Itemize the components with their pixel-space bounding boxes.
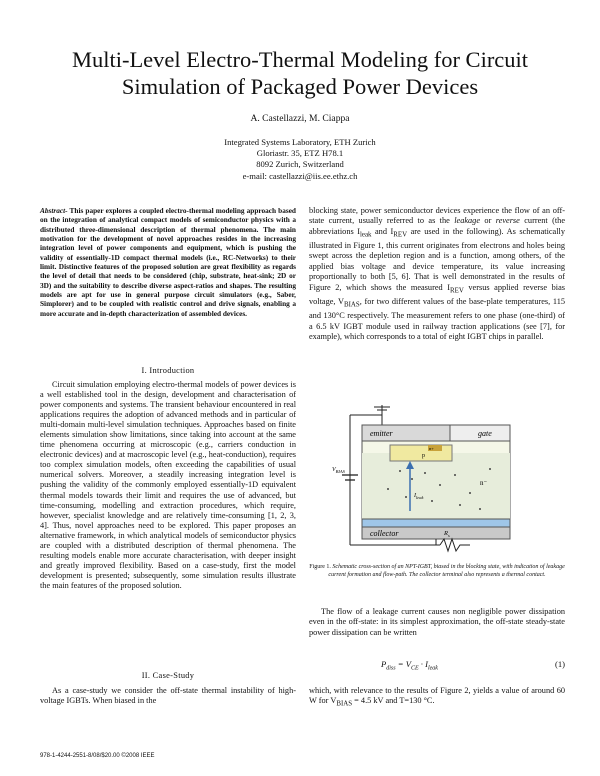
ileak-label: $I_{leak}$ [414, 493, 424, 500]
email: e-mail: castellazzi@iis.ee.ethz.ch [242, 170, 358, 181]
gate-label: gate [478, 429, 492, 438]
abstract-text: This paper explores a coupled electro-thermal modeling approach based on the integration of analytical compact models of semiconductor physics with a distributed three-dimensional description of thermal phenomena. The main motivation for the development of novel approaches resides in the increasing integration level of power components and equipment, which is pushing the validity of essentially-1D compact thermal models (i.e., RC-Networks) to their limit. Distinctive features of the proposed solution are great flexibility as regards the level of detail that needs to be considered (chip, substrate, heat-sink; 2D or 3D) and the suitability to describe diverse aspect-ratios and shapes. The resulting models are apt for use in general purpose circuit simulators (e.g., Saber, Simplorer) and to be coupled with realistic control and drive signals, enabling a more accurate and in-depth characterization of assembled devices. [40, 206, 296, 318]
p-well [390, 445, 452, 461]
rs-resistor [440, 539, 470, 551]
introduction-body [40, 380, 296, 591]
p-collector-layer [362, 519, 510, 527]
n-minus-label: n⁻ [480, 479, 488, 487]
affiliation-line: Integrated Systems Laboratory, ETH Zurich [224, 137, 376, 147]
equation-number: (1) [554, 659, 565, 669]
figure-1-caption: Figure 1. Schematic cross-section of an NPT-IGBT, biased in the blocking state, with indication of leakage current formation and flow-path. The collector terminal also represents a thermal contact. [309, 564, 565, 578]
affiliation [0, 137, 600, 182]
authors: A. Castellazzi, M. Ciappa [250, 113, 350, 124]
section-heading-introduction: I. Introduction [141, 366, 195, 375]
vbias-label: $V_{BIAS}$ [332, 467, 345, 474]
abstract [40, 206, 296, 318]
title-line-2: Simulation of Packaged Power Devices [121, 74, 479, 99]
paragraph: Circuit simulation employing electro-thermal models of power devices is a well established tool in the design, development and characterisation of power components and systems. The transient behaviour encountered in real applications requires the adoption of advanced methods and in particular of multi-domain multi-level simulation techniques. Approaches based on finite elements simulation show limitations, since taking into account at the same time phenomena occurring at microscopic (e.g., carriers conduction in electronic devices) and at macroscopic level (e.g., heat-conduction), requires too complex simulation models, often exceeding the capabilities of usual numerical solvers. Moreover, a steadily increasing integration level is pushing the validity of the commonly employed essentially-1D equivalent thermal models towards their limit and requires the use of advanced, but time-consuming, modelling and extraction procedures, which require, however, specialist knowledge and are relatively time-consuming [1, 2, 3, 4]. Thus, novel approaches need to be explored. This paper proposes an alternative framework, in which analytical models of semiconductor physics are coupled with a distributed description of thermal phenomena. The resulting models enable more accurate characterisation, with deeper insight and greatly improved flexibility. Based on a case-study, first the model development is presented; subsequently, some simulation results illustrate the main features of the proposed solution. [40, 380, 296, 590]
affiliation-line: Gloriastr. 35, ETZ H78.1 [256, 148, 344, 159]
col2-paragraph-3: which, with relevance to the results of Figure 2, yields a value of around 60 W for $V_{BIAS} = 4.5$ kV and T=130 °C. [309, 686, 565, 709]
rs-label: $R_s$ [444, 530, 450, 538]
p-label: p [422, 453, 425, 459]
footer-copyright: 978-1-4244-2551-8/08/$20.00 ©2008 IEEE [40, 753, 155, 759]
affiliation-line: 8092 Zurich, Switzerland [256, 159, 344, 170]
figure-1-igbt-cross-section [330, 405, 550, 555]
abstract-label: Abstract- [40, 206, 68, 215]
paper-title [40, 46, 560, 100]
col2-paragraph-2: The flow of a leakage current causes non negligible power dissipation even in the off-state: in its simplest approximation, the off-state steady-state power dissipation can be written [309, 607, 565, 637]
case-study-body [40, 686, 296, 706]
section-heading-case-study: II. Case-Study [141, 671, 195, 680]
depletion-region [362, 453, 510, 519]
emitter-label: emitter [370, 429, 393, 438]
col2-paragraph-1: blocking state, power semiconductor devices experience the flow of an off-state current, usually referred to as the leakage or reverse current (the abbreviations $I_{leak}$ and $I_{REV}$ are used in the following). As schematically illustrated in Figure 1, this current originates from electrons and holes being swept across the depletion region and is a function, among others, of the applied bias voltage and device temperature, its value increasing proportionally to both [5, 6]. That is well demonstrated in the results of Figure 2, which shows the measured $I_{REV}$ versus applied reverse bias voltage, $V_{BIAS}$, for two different values of the base-plate temperatures, 115 and 130°C respectively. The measurement refers to one phase (one-third) of a 6.5 kV IGBT module used in railway traction applications (see [7], for example), which corresponds to a total of eight IGBT chips in parallel. [309, 206, 566, 341]
paragraph: As a case-study we consider the off-state thermal instability of high-voltage IGBTs. When biased in the [40, 686, 296, 706]
n-plus-label: n+ [429, 446, 434, 451]
collector-label: collector [370, 529, 399, 538]
title-line-1: Multi-Level Electro-Thermal Modeling for Circuit [71, 47, 529, 72]
equation-body: $P_{diss} = V_{CE} \cdot I_{leak}$ [381, 659, 438, 672]
